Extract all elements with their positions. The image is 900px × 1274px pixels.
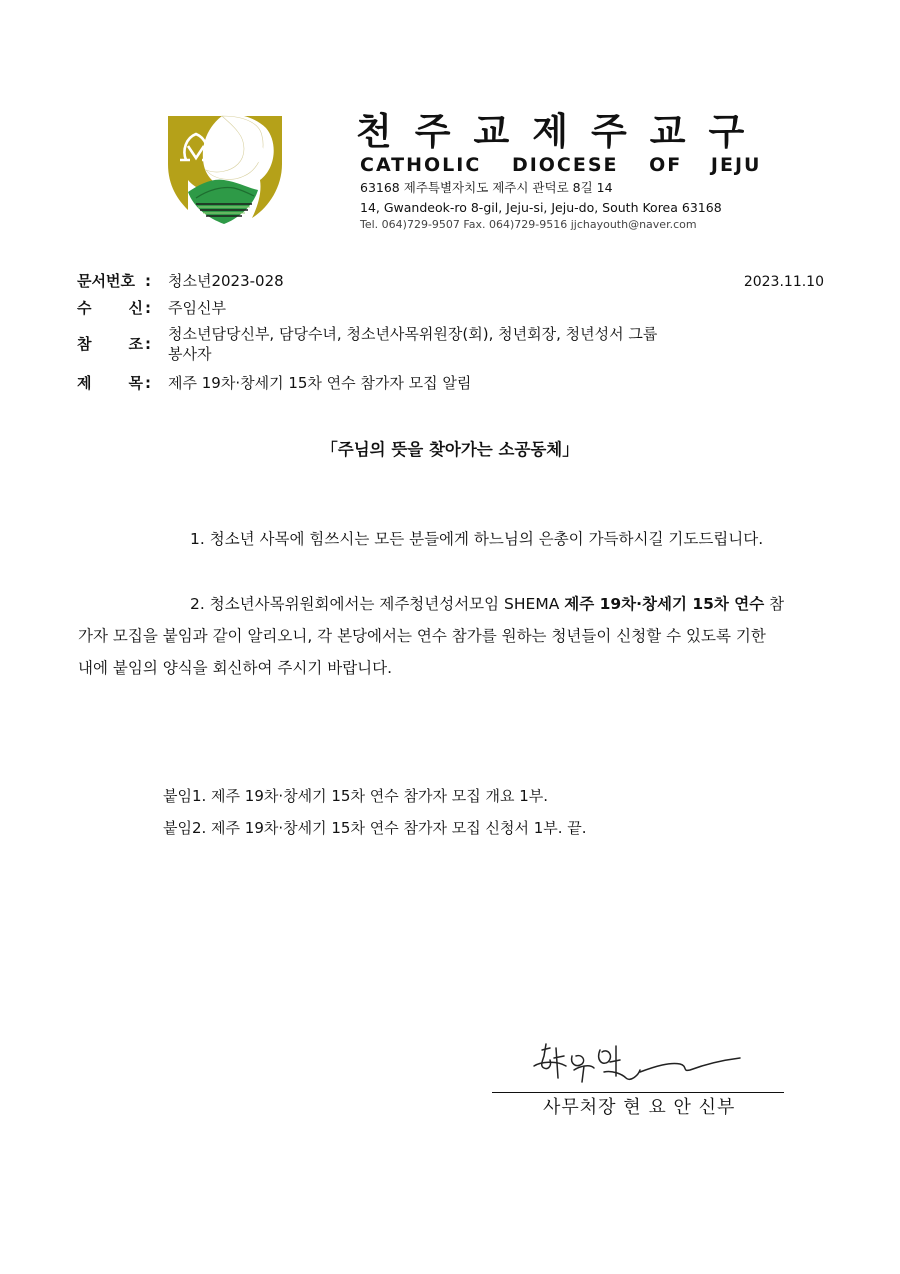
doc-number-label-text: 문서번호 (77, 272, 135, 290)
signature-line (492, 1092, 784, 1093)
diocese-logo (166, 114, 284, 226)
org-name-en-word: OF (649, 154, 683, 176)
org-name-korean: 천주교제주교구 (356, 110, 768, 153)
document-title: 「주님의 뜻을 찾아가는 소공동체」 (321, 440, 579, 459)
reference-value-line1: 청소년담당신부, 담당수녀, 청소년사목위원장(회), 청년회장, 청년성서 그룹 (168, 325, 658, 343)
recipient-value: 주임신부 (168, 299, 226, 317)
attachment-2: 붙임2. 제주 19차·창세기 15차 연수 참가자 모집 신청서 1부. 끝. (163, 819, 587, 837)
colon: : (145, 335, 151, 353)
subject-label-char: 목 (128, 374, 143, 392)
paragraph-2-text: 참 (764, 595, 785, 613)
paragraph-2-line1 (190, 594, 784, 614)
paragraph-2-emphasis: 제주 19차·창세기 15차 연수 (564, 595, 765, 613)
handwritten-signature (520, 1036, 750, 1094)
recipient-label-char: 신 (128, 299, 143, 317)
paragraph-2-line2: 가자 모집을 붙임과 같이 알리오니, 각 본당에서는 연수 참가를 원하는 청년들이 신청할 수 있도록 기한 (78, 627, 766, 645)
colon: : (145, 299, 151, 317)
org-name-english (360, 154, 761, 176)
colon: : (145, 374, 151, 392)
address-korean: 63168 제주특별자치도 제주시 관덕로 8길 14 (360, 180, 613, 195)
reference-label-char: 참 (77, 335, 92, 353)
recipient-label (77, 298, 155, 318)
org-name-en-word: DIOCESE (511, 154, 619, 176)
attachment-1: 붙임1. 제주 19차·창세기 15차 연수 참가자 모집 개요 1부. (163, 787, 549, 805)
paragraph-2-text: 2. 청소년사목위원회에서는 제주청년성서모임 SHEMA (190, 595, 565, 613)
reference-value-line2: 봉사자 (168, 345, 212, 363)
subject-label (77, 373, 155, 393)
document-date: 2023.11.10 (743, 274, 824, 290)
doc-number-value: 청소년2023-028 (168, 272, 284, 290)
recipient-label-char: 수 (77, 299, 92, 317)
contact-info: Tel. 064)729-9507 Fax. 064)729-9516 jjchayouth@naver.com (360, 218, 697, 231)
org-name-en-word: JEJU (710, 154, 762, 176)
reference-label-char: 조 (128, 335, 143, 353)
address-english: 14, Gwandeok-ro 8-gil, Jeju-si, Jeju-do, South Korea 63168 (360, 200, 722, 215)
signatory-name: 사무처장 현 요 안 신부 (543, 1097, 736, 1118)
org-name-en-word: CATHOLIC (360, 154, 482, 176)
paragraph-1: 1. 청소년 사목에 힘쓰시는 모든 분들에게 하느님의 은총이 가득하시길 기도드립니다. (190, 530, 764, 548)
colon: : (145, 272, 151, 290)
subject-value: 제주 19차·창세기 15차 연수 참가자 모집 알림 (168, 374, 472, 392)
doc-number-label (77, 271, 155, 291)
reference-label (77, 334, 155, 354)
paragraph-2-line3: 내에 붙임의 양식을 회신하여 주시기 바랍니다. (78, 659, 393, 677)
subject-label-char: 제 (77, 374, 92, 392)
